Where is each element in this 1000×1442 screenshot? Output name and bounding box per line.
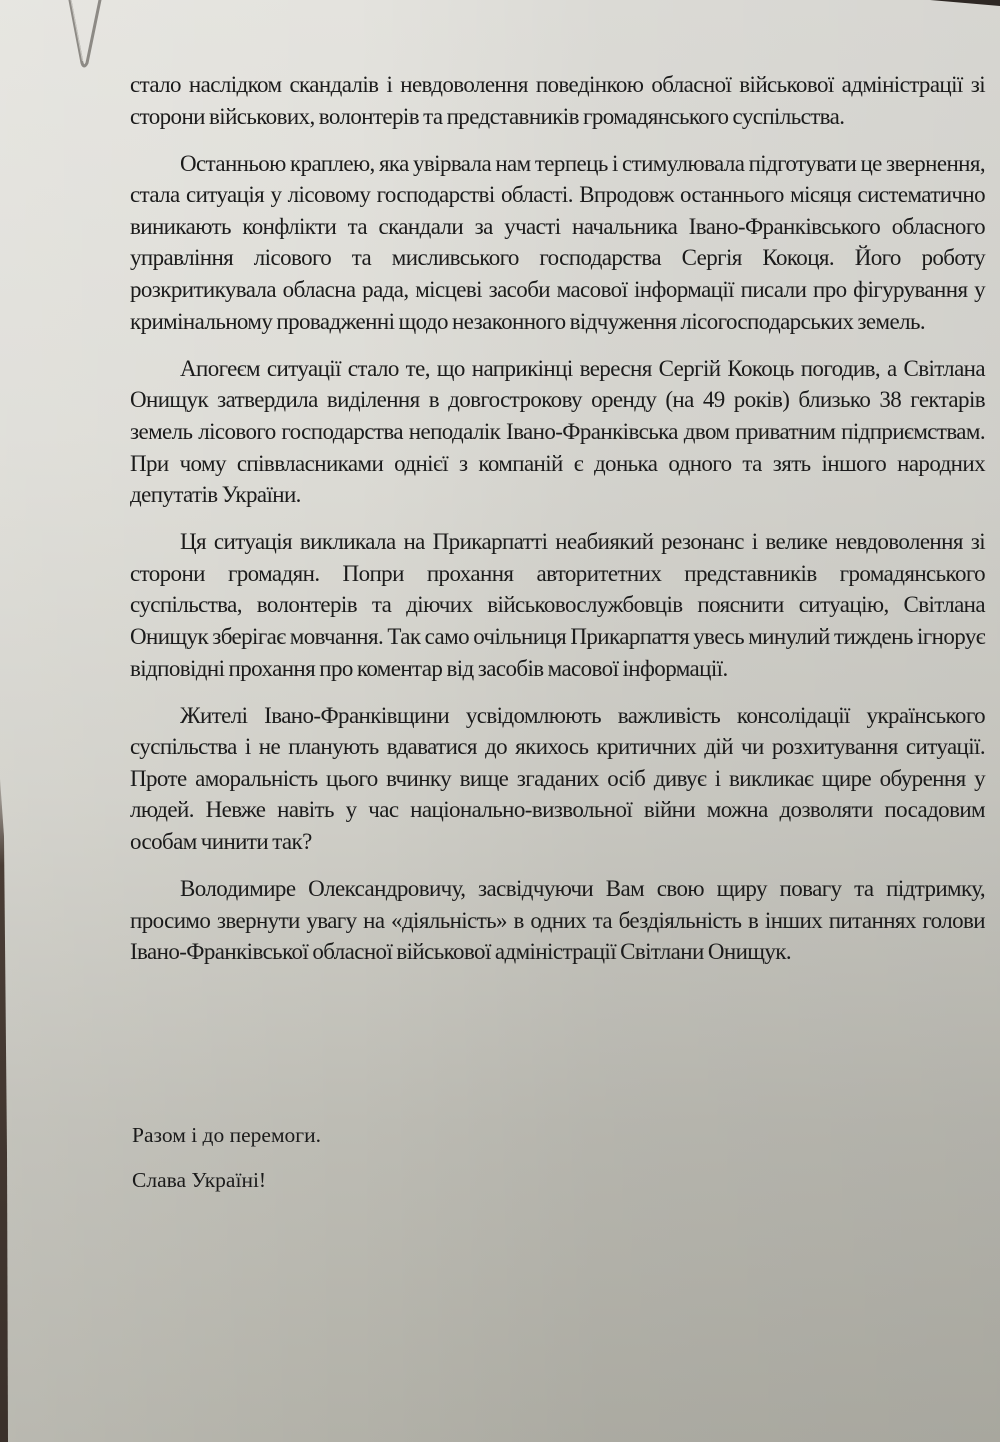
paragraph-land-lease: Апогеєм ситуації стало те, що наприкінці вересня Сергій Кокоць погодив, а Світлана Онищук затвердила виділення в довгострокову оренду (на 49 років) близько 38 гектарів земель лісового господарства неподалік Івано-Франківська двом приватним підприємствам. При чому співвласниками однієї з компаній є донька одного та зять іншого народних депутатів України.: [130, 355, 985, 508]
paper-clip-icon: [65, 0, 105, 75]
closing-line-glory: Слава Україні!: [132, 1168, 267, 1192]
letter-closing: [132, 1123, 321, 1213]
desk-surface-corner: [930, 0, 1000, 6]
paragraph-continuation: стало наслідком скандалів і невдоволення поведінкою обласної військової адміністрації зі сторони військових, волонтерів та представників громадянського суспільства.: [130, 72, 985, 129]
paragraph-public-reaction: Ця ситуація викликала на Прикарпатті неабиякий резонанс і велике невдоволення зі сторони громадян. Попри прохання авторитетних представників громадянського суспільства, волонтерів та діючих військовослужбовців пояснити ситуацію, Світлана Онищук зберігає мовчання. Так само очільниця Прикарпаття увесь минулий тиждень ігнорує відповідні прохання про коментар від засобів масової інформації.: [130, 529, 985, 681]
desk-surface-edge: [0, 0, 10, 1442]
letter-body: [130, 69, 985, 983]
paragraph-appeal: Володимире Олександровичу, засвідчуючи Вам свою щиру повагу та підтримку, просимо звернути увагу на «діяльність» в одних та бездіяльність в інших питаннях голови Івано-Франківської обласної військової адміністрації Світлани Онищук.: [130, 876, 985, 965]
closing-line-together: Разом і до перемоги.: [132, 1123, 321, 1147]
paragraph-residents: Жителі Івано-Франківщини усвідомлюють важливість консолідації українського суспільства і не планують вдаватися до якихось критичних дій чи розхитування ситуації. Проте аморальність цього вчинку вище згаданих осіб дивує і викликає щире обурення у людей. Невже навіть у час національно-визвольної війни можна дозволяти посадовим особам чинити так?: [130, 702, 985, 855]
paragraph-forestry-situation: Останньою краплею, яка увірвала нам терпець і стимулювала підготувати це звернення, стала ситуація у лісовому господарстві області. Впродовж останнього місяця систематично виникають конфлікти та скандали за участі начальника Івано-Франківського обласного управління лісового та мисливського господарства Сергія Кокоця. Його роботу розкритикувала обласна рада, місцеві засоби масової інформації писали про фігурування у кримінальному провадженні щодо незаконного відчуження лісогосподарських земель.: [130, 150, 985, 334]
